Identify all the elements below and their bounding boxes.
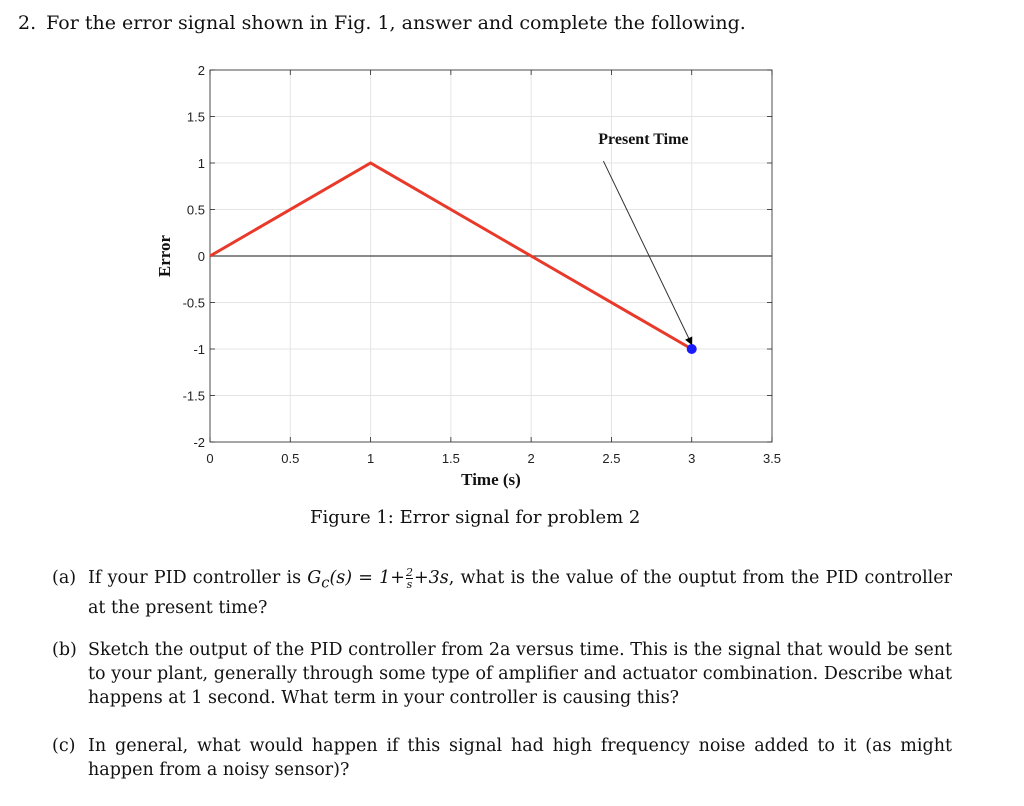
question-part-b (52, 638, 952, 710)
tf-arg: (s) = 1+ (329, 568, 405, 588)
question-part-a (52, 566, 952, 620)
part-a-label: (a) (52, 568, 77, 588)
y-tick-label: 0 (197, 249, 205, 264)
y-tick-label: 1 (197, 156, 205, 171)
y-tick-label: 2 (197, 63, 205, 78)
x-tick-label: 3 (688, 451, 696, 466)
error-signal-chart (150, 60, 790, 490)
question-part-c (52, 734, 952, 782)
x-tick-label: 2 (527, 451, 535, 466)
y-tick-label: -1 (193, 342, 205, 357)
part-a-lead: If your PID controller is (88, 568, 308, 588)
annotation-arrow (603, 161, 691, 344)
y-tick-label: 1.5 (186, 109, 205, 125)
figure-caption: Figure 1: Error signal for problem 2 (310, 507, 641, 528)
y-tick-label: -0.5 (182, 295, 205, 311)
x-tick-label: 3.5 (762, 451, 782, 466)
y-tick-label: 0.5 (186, 202, 205, 218)
y-tick-label: -1.5 (182, 388, 205, 404)
problem-heading (18, 12, 746, 34)
x-tick-label: 0.5 (281, 451, 300, 466)
part-a-text (88, 566, 952, 620)
part-c-text: In general, what would happen if this signal had high frequency noise added to it (as might happen from a noisy sensor)? (88, 736, 952, 780)
x-tick-label: 2.5 (602, 451, 621, 466)
tf-subscript: c (321, 574, 330, 592)
annotation-label: Present Time (598, 131, 689, 149)
tf-G: G (307, 568, 322, 588)
x-tick-label: 0 (206, 451, 214, 466)
part-b-label: (b) (52, 640, 77, 660)
tf-fraction (406, 567, 413, 590)
tf-frac-den: s (406, 578, 413, 591)
y-axis-title: Error (155, 234, 174, 278)
part-a-rest: , what is the value of the ouptut from the PID controller at the present time? (88, 568, 952, 618)
x-tick-label: 1 (366, 451, 375, 466)
tf-derivative-term: +3s (413, 568, 449, 588)
present-time-marker (687, 344, 697, 354)
tf-frac-num: 2 (405, 566, 413, 579)
problem-heading-text: For the error signal shown in Fig. 1, answer and complete the following. (46, 12, 746, 34)
part-c-label: (c) (52, 736, 76, 756)
x-axis-title: Time (s) (461, 470, 521, 489)
transfer-function (307, 566, 449, 592)
part-b-text: Sketch the output of the PID controller from 2a versus time. This is the signal that would be sent to your plant, generally through some type of amplifier and actuator combination. Describe what happens at 1 second. What term in your controller is causing this? (88, 640, 952, 708)
x-tick-label: 1.5 (441, 451, 460, 466)
problem-number: 2. (18, 12, 37, 34)
y-tick-label: -2 (193, 435, 205, 450)
